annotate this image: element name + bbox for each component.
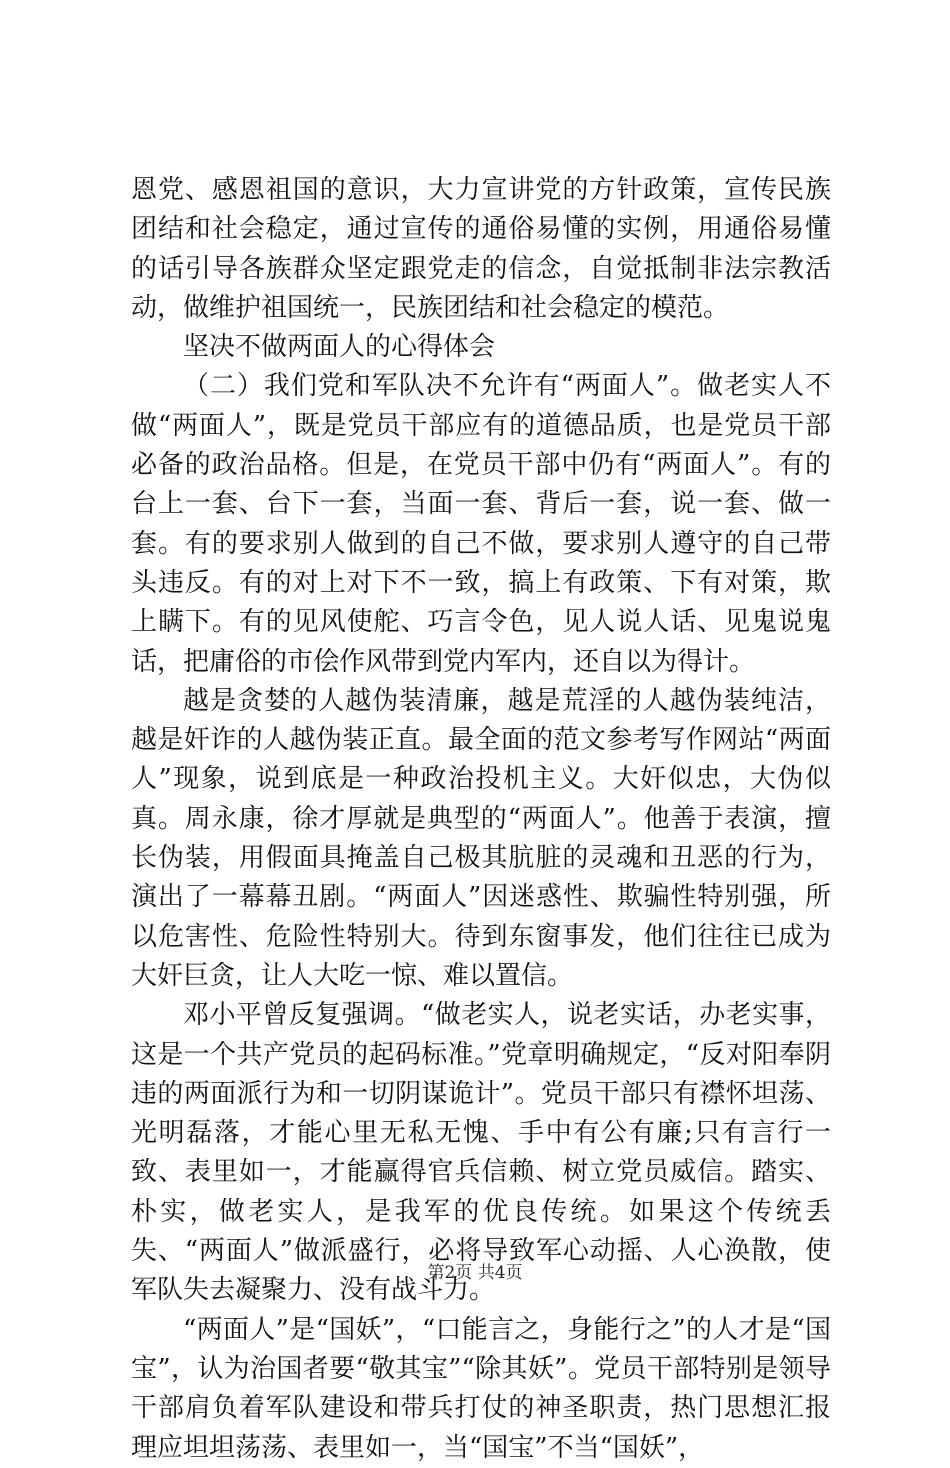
paragraph: 越是贪婪的人越伪装清廉，越是荒淫的人越伪装纯洁，越是奸诈的人越伪装正直。最全面的范文参考写作网站“两面人”现象，说到底是一种政治投机主义。大奸似忠，大伪似真。周永康，徐才厚就是典型的“两面人”。他善于表演，擅长伪装，用假面具掩盖自己极其肮脏的灵魂和丑恶的行为，演出了一幕幕丑剧。“两面人”因迷惑性、欺骗性特别强，所以危害性、危险性特别大。待到东窗事发，他们往往已成为大奸巨贪，让人大吃一惊、难以置信。 <box>131 685 831 991</box>
paragraph: （二）我们党和军队决不允许有“两面人”。做老实人不做“两面人”，既是党员干部应有的道德品质，也是党员干部必备的政治品格。但是，在党员干部中仍有“两面人”。有的台上一套、台下一套，当面一套、背后一套，说一套、做一套。有的要求别人做到的自己不做，要求别人遵守的自己带头违反。有的对上对下不一致，搞上有政策、下有对策，欺上瞒下。有的见风使舵、巧言令色，见人说人话、见鬼说鬼话，把庸俗的市侩作风带到党内军内，还自以为得计。 <box>131 371 831 677</box>
paragraph: 邓小平曾反复强调。“做老实人，说老实话，办老实事，这是一个共产党员的起码标准。”党章明确规定，“反对阳奉阴违的两面派行为和一切阴谋诡计”。党员干部只有襟怀坦荡、光明磊落，才能心里无私无愧、手中有公有廉;只有言行一致、表里如一，才能赢得官兵信赖、树立党员威信。踏实、朴实，做老实人，是我军的优良传统。如果这个传统丢失、“两面人”做派盛行，必将导致军心动摇、人心涣散，使军队失去凝聚力、没有战斗力。 <box>131 1000 831 1306</box>
paragraph-continuation: 恩党、感恩祖国的意识，大力宣讲党的方针政策，宣传民族团结和社会稳定，通过宣传的通俗易懂的实例，用通俗易懂的话引导各族群众坚定跟党走的信念，自觉抵制非法宗教活动，做维护祖国统一，民族团结和社会稳定的模范。 <box>131 175 831 323</box>
paragraph: “两面人”是“国妖”，“口能言之，身能行之”的人才是“国宝”，认为治国者要“敬其宝”“除其妖”。党员干部特别是领导干部肩负着军队建设和带兵打仗的神圣职责，热门思想汇报理应坦坦荡荡、表里如一，当“国宝”不当“国妖”， <box>131 1314 831 1463</box>
section-heading: 坚决不做两面人的心得体会 <box>183 332 496 363</box>
page-number-footer: 第2页 共4页 <box>427 1263 523 1283</box>
